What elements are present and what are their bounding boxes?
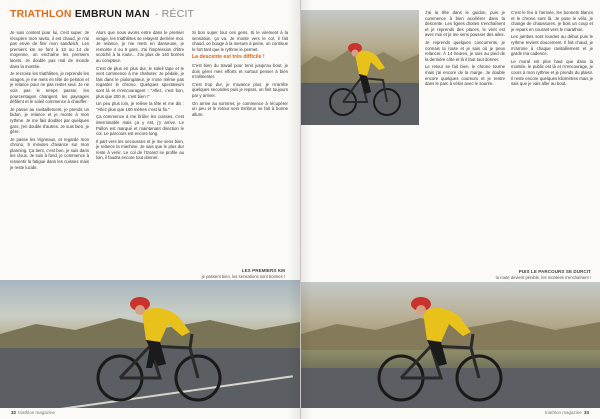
paragraph: C'est de plus en plus dur, le soleil tape et le vent commence à me chahuter. Je pédale, je fais dans le piolongateur, je n'ose même pas regarder le chrono. Quelques spectateurs sont là et m'encouragent : "Allez, c'est bon, plus que 200 m, c'est bien !" — [96, 65, 184, 99]
paragraph: Le moral est plus haut que dans la montée, le public est là et m'encourage, je cours à mon rythme et je prends du plaisir. Il reste encore quelques kilomètres mais je sais que je vais aller au bout. — [511, 58, 593, 87]
paragraph: Je recroise les triathlètes, je reprends les virages, je me mets en tête de peloton et je relance pour ne pas rester seul. Je ne vois pas le temps passer, les pourcentages changent, les paysages défilent et le soleil commence à chauffer. — [10, 71, 89, 105]
photo-caption-title: LES PREMIERS KM — [241, 268, 285, 273]
right-page — [300, 0, 600, 419]
cyclist-figure — [80, 286, 230, 406]
paragraph: Le retour se fait bien, le chrono tourne mais j'ai encore de la marge. Je double encore quelques coureurs et je rentre dans le parc à vélos avec le sourire. — [425, 64, 505, 87]
header-section: - RÉCIT — [154, 8, 195, 20]
subheading: La descente est très difficile ! — [192, 54, 265, 61]
cyclist-photo-right — [301, 10, 419, 125]
paragraph: Je suis content pour lui, c'est super. Je récupère mon ravito, il est chaud, je n'ai pas envie de finir mon sandwich. Les premiers km se font à 13 ou 14 de moyenne, on enchaîne les premiers lacets. Je double pas mal de monde dans la montée. — [10, 30, 89, 69]
paragraph: Alors que nous avons entre dans le premier virage, les triathlètes se relayent derrière moi. Je relance, je me mets en danseuse, je remonte 4 ou 5 gars. J'ai l'impression d'être scotché à la route... J'ai plus de 140 bornes au compteur. — [96, 30, 184, 63]
cyclist-figure-small — [319, 32, 409, 122]
page-number: 32 — [11, 410, 17, 415]
magazine-name: triathlon magazine — [18, 410, 56, 415]
paragraph: C'est trop dur, je n'avance plus, je m'arrête quelques secondes puis je repars, on finit toujours par y arriver. — [192, 81, 288, 98]
paragraph: Je passe au ravitaillement, je prends un bidon, je relance et je monte à mon rythme. Je me fais doubler par quelques gars, j'en double d'autres. Je suis bien, je gère. — [10, 106, 89, 135]
paragraph: Si bon super tour ces gens. Si le virement à la sensation, ça va. Je monte vers le col, il fait chaud, on bouge à la mesure à peine, on continue le fort tant que le rythme le permet. — [192, 30, 288, 52]
page-folio — [545, 410, 590, 415]
page-folio — [10, 410, 55, 415]
paragraph: J'ai la tête dans le guidon, puis je commence à bien accélérer dans la descente. Les lignes droites s'enchaînent et je reprends des places, le vent est avec moi et je me sens pousser des ailes. — [425, 10, 505, 38]
paragraph: Il part vers les secousses et je me sens bien, je relance la machine. Je sais que le plus dur reste à venir. Le col de l'Izoard se profile au loin, il faudra encore tout donner. — [96, 138, 184, 161]
page-number: 33 — [583, 410, 589, 415]
paragraph: On arrive au sommet, je commence à récupérer un peu et le retour vers Embrun se fait à bonne allure. — [192, 100, 288, 117]
left-column-3 — [192, 30, 288, 266]
left-column-1 — [10, 30, 89, 270]
cyclist-figure — [361, 286, 511, 406]
spine-shadow — [288, 0, 312, 419]
magazine-name: triathlon magazine — [544, 410, 582, 415]
left-column-2 — [96, 30, 184, 266]
cyclist-photo-left — [0, 280, 300, 408]
photo-caption-title: PUIS LE PARCOURS SE DURCIT — [518, 269, 591, 274]
paragraph: Ça commence à me brûler les cuisses, c'est interminable mais ça y est, j'y arrive. Le Pallon est marqué et maintenant direction le col. Le parcours est encore long. — [96, 114, 184, 137]
paragraph: Les jambes sont lourdes au début puis le rythme revient doucement. Il fait chaud, je m'arrose à chaque ravitaillement et je garde ma cadence. — [511, 34, 593, 57]
header-title: EMBRUN MAN — [74, 8, 150, 20]
paragraph: C'est bien du travail pour tenir jusqu'au bout, je dois gérer mes efforts et surtout penser à bien m'alimenter. — [192, 62, 288, 80]
right-column-1 — [425, 10, 505, 265]
cyclist-photo-bottom-right — [301, 282, 600, 408]
paragraph: Un peu plus loin, je relève la tête et me dis : "Allez plus que 100 mètres c'est la fin." — [96, 101, 184, 112]
paragraph: C'est le feu à l'arrivée, les bonnets blancs et le chrono sont là. Je pose le vélo, je change de chaussures, je bois un coup et je repars en courant vers le marathon. — [511, 10, 593, 32]
paragraph: Je passe les Vigneaux, et regarde mon chrono, 5 minutes d'avance sur mon planning. Ça tient, c'est bon, je suis dans les clous. Je suis à fond, je commence à ressentir la fatigue dans les cuisses mais je reste lucide. — [10, 136, 89, 170]
right-column-2 — [511, 10, 593, 265]
photo-caption-text: je passent bien, les sensations sont bonnes ! — [201, 274, 285, 279]
paragraph: Je reprends quelques concurrents, je connais la route et je sais où je peux relancer. À 14 heures, je suis au pied de la dernière côte et là il faut tout donner. — [425, 39, 505, 62]
page-header — [10, 8, 194, 20]
photo-caption-text: la route devient pénible, les montées s'enchaînent ! — [495, 275, 591, 280]
header-kicker: TRIATHLON — [10, 8, 72, 20]
